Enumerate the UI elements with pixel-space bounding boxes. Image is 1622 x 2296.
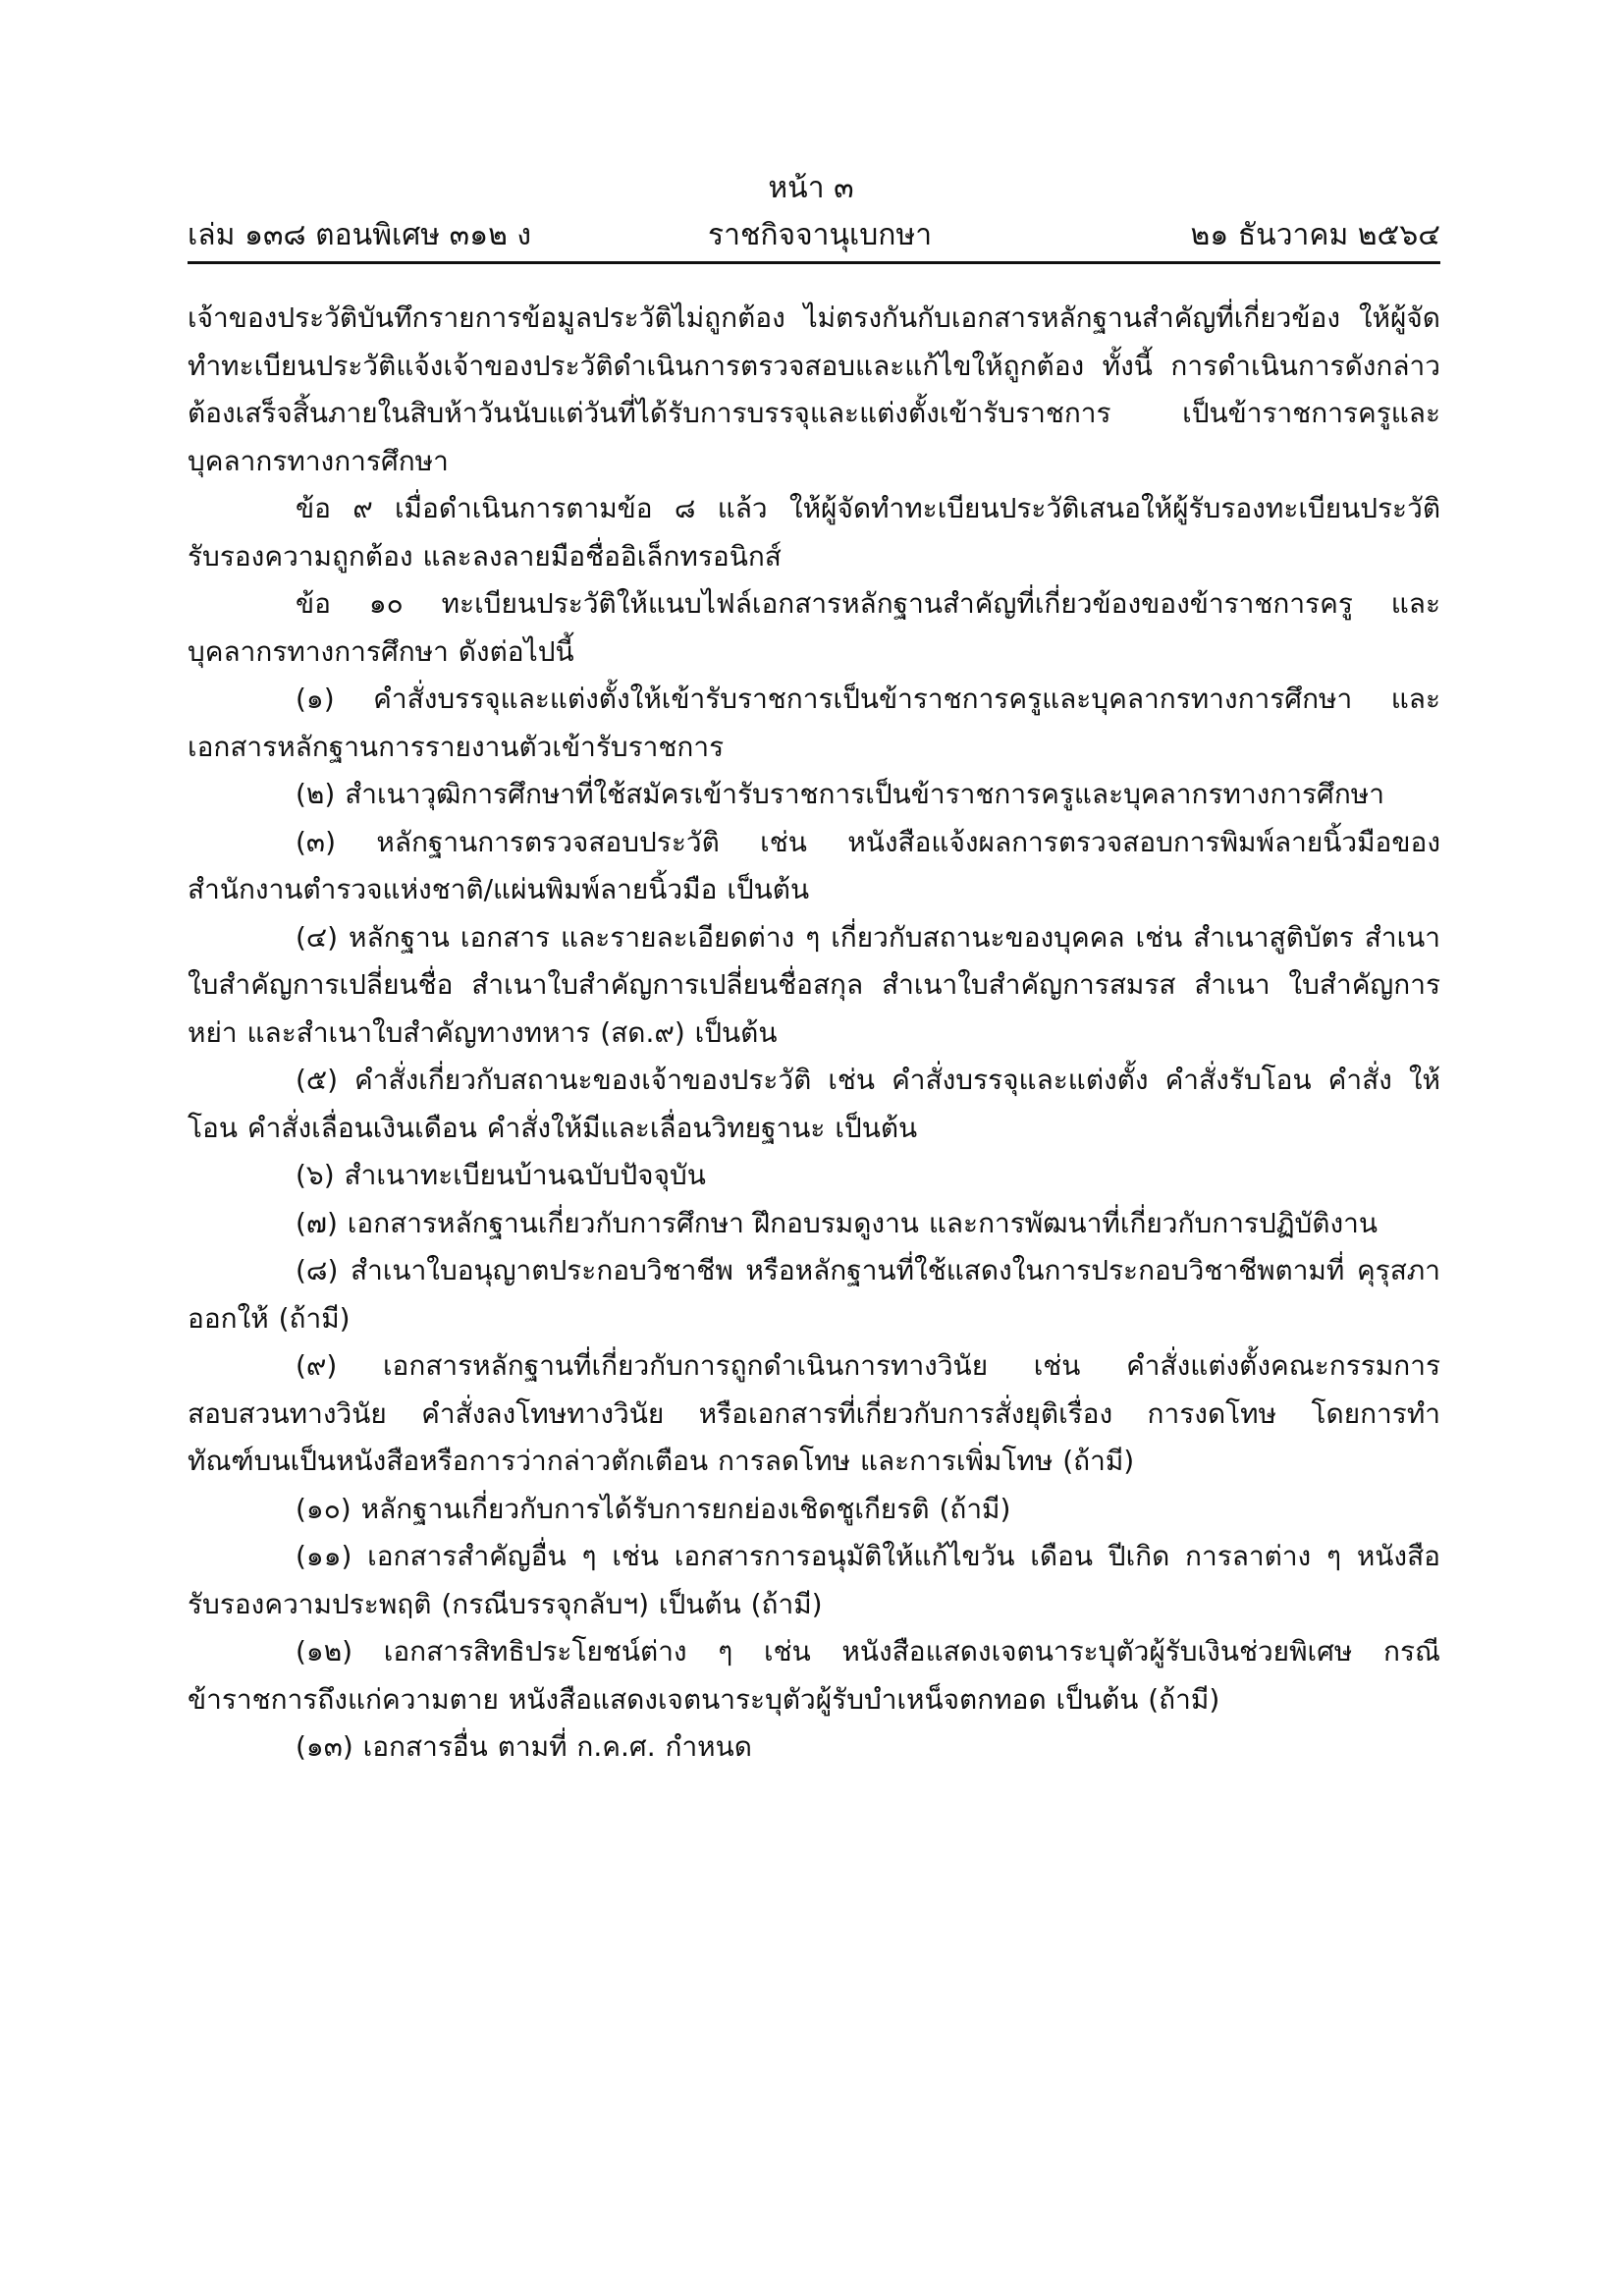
document-body [188, 295, 1440, 1772]
publication-title: ราชกิจจานุเบกษา [708, 218, 933, 252]
item-4: (๔) หลักฐาน เอกสาร และรายละเอียดต่าง ๆ เกี่ยวกับสถานะของบุคคล เช่น สำเนาสูติบัตร สำเนาใบสำคัญการเปลี่ยนชื่อ สำเนาใบสำคัญการเปลี่ยนชื่อสกุล สำเนาใบสำคัญการสมรส สำเนา ใบสำคัญการหย่า และสำเนาใบสำคัญทางทหาร (สด.๙) เป็นต้น [188, 920, 1440, 1049]
item-13: (๑๓) เอกสารอื่น ตามที่ ก.ค.ศ. กำหนด [296, 1730, 752, 1763]
header-divider [188, 261, 1440, 264]
item-6: (๖) สำเนาทะเบียนบ้านฉบับปัจจุบัน [296, 1159, 706, 1191]
clause-10: ข้อ ๑๐ ทะเบียนประวัติให้แนบไฟล์เอกสารหลักฐานสำคัญที่เกี่ยวข้องของข้าราชการครู และบุคลากรทางการศึกษา ดังต่อไปนี้ [188, 587, 1440, 668]
item-9: (๙) เอกสารหลักฐานที่เกี่ยวกับการถูกดำเนินการทางวินัย เช่น คำสั่งแต่งตั้งคณะกรรมการ สอบสวนทางวินัย คำสั่งลงโทษทางวินัย หรือเอกสารที่เกี่ยวกับการสั่งยุติเรื่อง การงดโทษ โดยการทำทัณฑ์บนเป็นหนังสือหรือการว่ากล่าวตักเตือน การลดโทษ และการเพิ่มโทษ (ถ้ามี) [188, 1349, 1440, 1477]
clause-9: ข้อ ๙ เมื่อดำเนินการตามข้อ ๘ แล้ว ให้ผู้จัดทำทะเบียนประวัติเสนอให้ผู้รับรองทะเบียนประวัติ รับรองความถูกต้อง และลงลายมือชื่ออิเล็กทรอนิกส์ [188, 492, 1440, 573]
paragraph-continued: เจ้าของประวัติบันทึกรายการข้อมูลประวัติไม่ถูกต้อง ไม่ตรงกันกับเอกสารหลักฐานสำคัญที่เกี่ยวข้อง ให้ผู้จัดทำทะเบียนประวัติแจ้งเจ้าของประวัติดำเนินการตรวจสอบและแก้ไขให้ถูกต้อง ทั้งนี้ การดำเนินการดังกล่าวต้องเสร็จสิ้นภายในสิบห้าวันนับแต่วันที่ได้รับการบรรจุและแต่งตั้งเข้ารับราชการ เป็นข้าราชการครูและบุคลากรทางการศึกษา [188, 301, 1440, 477]
gazette-header [188, 214, 1440, 257]
item-10: (๑๐) หลักฐานเกี่ยวกับการได้รับการยกย่องเชิดชูเกียรติ (ถ้ามี) [296, 1492, 1011, 1525]
item-7: (๗) เอกสารหลักฐานเกี่ยวกับการศึกษา ฝึกอบรมดูงาน และการพัฒนาที่เกี่ยวกับการปฏิบัติงาน [296, 1206, 1379, 1239]
item-1: (๑) คำสั่งบรรจุและแต่งตั้งให้เข้ารับราชการเป็นข้าราชการครูและบุคลากรทางการศึกษา และเอกสารหลักฐานการรายงานตัวเข้ารับราชการ [188, 683, 1440, 763]
publication-date: ๒๑ ธันวาคม ๒๕๖๔ [1190, 218, 1440, 252]
volume-issue: เล่ม ๑๓๘ ตอนพิเศษ ๓๑๒ ง [188, 218, 532, 252]
page-number: หน้า ๓ [768, 171, 854, 205]
item-2: (๒) สำเนาวุฒิการศึกษาที่ใช้สมัครเข้ารับราชการเป็นข้าราชการครูและบุคลากรทางการศึกษา [296, 778, 1384, 810]
item-12: (๑๒) เอกสารสิทธิประโยชน์ต่าง ๆ เช่น หนังสือแสดงเจตนาระบุตัวผู้รับเงินช่วยพิเศษ กรณีข้าราชการถึงแก่ความตาย หนังสือแสดงเจตนาระบุตัวผู้รับบำเหน็จตกทอด เป็นต้น (ถ้ามี) [188, 1635, 1440, 1716]
item-8: (๘) สำเนาใบอนุญาตประกอบวิชาชีพ หรือหลักฐานที่ใช้แสดงในการประกอบวิชาชีพตามที่ คุรุสภาออกให้ (ถ้ามี) [188, 1254, 1440, 1335]
item-11: (๑๑) เอกสารสำคัญอื่น ๆ เช่น เอกสารการอนุมัติให้แก้ไขวัน เดือน ปีเกิด การลาต่าง ๆ หนังสือรับรองความประพฤติ (กรณีบรรจุกลับฯ) เป็นต้น (ถ้ามี) [188, 1540, 1440, 1620]
item-3: (๓) หลักฐานการตรวจสอบประวัติ เช่น หนังสือแจ้งผลการตรวจสอบการพิมพ์ลายนิ้วมือของ สำนักงานตำรวจแห่งชาติ/แผ่นพิมพ์ลายนิ้วมือ เป็นต้น [188, 825, 1440, 905]
item-5: (๕) คำสั่งเกี่ยวกับสถานะของเจ้าของประวัติ เช่น คำสั่งบรรจุและแต่งตั้ง คำสั่งรับโอน คำสั่ง ให้โอน คำสั่งเลื่อนเงินเดือน คำสั่งให้มีและเลื่อนวิทยฐานะ เป็นต้น [188, 1064, 1440, 1144]
